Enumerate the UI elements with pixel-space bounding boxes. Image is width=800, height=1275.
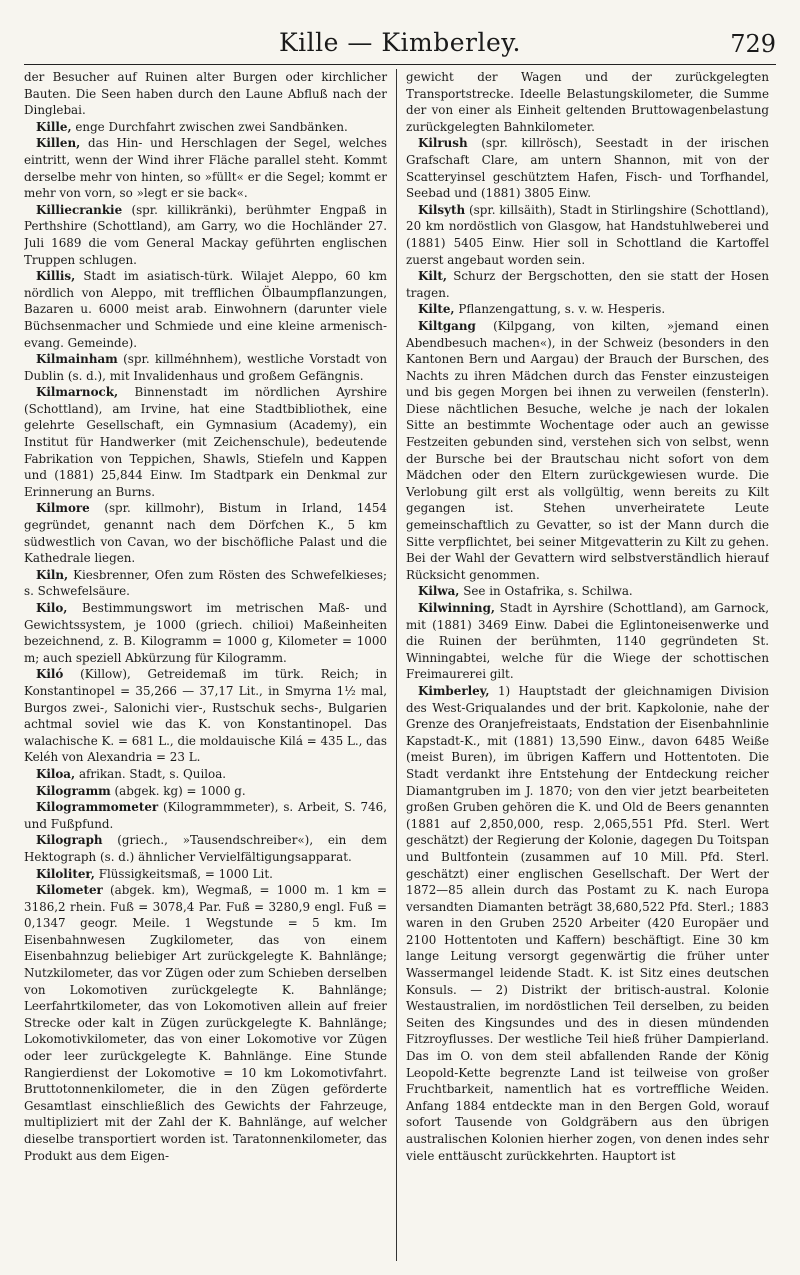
entry-headword: Killen, xyxy=(36,136,81,151)
entry-headword: Kiló xyxy=(36,667,64,682)
entry-headword: Kilwa, xyxy=(418,584,460,599)
entry-headword: Kiln, xyxy=(36,567,69,582)
entry-text: der Besucher auf Ruinen alter Burgen oder kirchlicher Bauten. Die Seen haben durch den Laune Abfluß nach der Dinglebai. xyxy=(24,70,387,118)
entry-headword: Kilt, xyxy=(418,269,448,284)
entry-text: (Kilogrammmeter), s. Arbeit, S. 746, und Fußpfund. xyxy=(24,800,388,831)
entry-text: (abgek. km), Wegmaß, = 1000 m. 1 km = 3186,2 rhein. Fuß = 3078,4 Par. Fuß = 3280,9 engl. Fuß = 0,1347 geogr. Meile. 1 Wegstunde = 5 km. Im Eisenbahnwesen Zugkilometer, das von einem Eisenbahnzug beliebiger Art zurückgelegte K. Bahnlänge; Nutzkilometer, das vor Zügen oder zum Schieben derselben von Lokomotiven zurückgelegte K. Bahnlänge; Leerfahrtkilometer, das von Lokomotiven allein auf freier Strecke oder kalt in Zügen zurückgelegte K. Bahnlänge; Lokomotivkilometer, das von einer Lokomotive vor Zügen oder leer zurückgelegte K. Bahnlänge. Eine Stunde Rangierdienst der Lokomotive = 10 km Lokomotivfahrt. Bruttotonnenkilometer, die in den Zügen geförderte Gesamtlast einschließlich des Gewichts der Fahrzeuge, multipliziert mit der Zahl der K. Bahnlänge, auf welcher dieselbe transportiert worden ist. Taratonnenkilometer, das Produkt aus dem Eigen- xyxy=(24,883,387,1163)
entry-text: (spr. killsäith), Stadt in Stirlingshire (Schottland), 20 km nordöstlich von Glasgow, hat Handstuhlweberei und (1881) 5405 Einw. Hier soll in Schottland die Kartoffel zuerst angebaut worden sein. xyxy=(406,202,769,267)
column-divider xyxy=(396,69,397,1261)
entry-headword: Kilte, xyxy=(418,302,455,317)
entry-text: (spr. killrösch), Seestadt in der irischen Grafschaft Clare, am untern Shannon, mit von der Scatteryinsel geschütztem Hafen, Fisch- und Torfhandel, Seebad und (1881) 3805 Einw. xyxy=(406,136,769,201)
entry-text: afrikan. Stadt, s. Quiloa. xyxy=(78,766,227,781)
dictionary-entry xyxy=(406,683,769,1164)
dictionary-entry xyxy=(24,135,387,201)
dictionary-entry xyxy=(24,666,387,766)
entry-text: Stadt im asiatisch-türk. Wilajet Aleppo, 60 km nördlich von Aleppo, mit trefflichen Ölbaumpflanzungen, Bazaren u. 6000 meist arab. Einwohnern (darunter viele Büchsenmacher und Schmiede und eine kleine armenisch-evang. Gemeinde). xyxy=(24,269,387,350)
entry-text: das Hin- und Herschlagen der Segel, welches eintritt, wenn der Wind ihrer Fläche parallel steht. Kommt derselbe mehr von hinten, so »füllt« er die Segel; kommt er mehr von vorn, so »legt er sie back«. xyxy=(24,136,387,201)
entry-headword: Kille, xyxy=(36,119,72,134)
dictionary-entry xyxy=(24,351,387,384)
entry-text: Binnenstadt im nördlichen Ayrshire (Schottland), am Irvine, hat eine Stadtbibliothek, eine gelehrte Gesellschaft, ein Gymnasium (Academy), ein Institut für Handwerker (mit Zeichenschule), bedeutende Fabrikation von Teppichen, Shawls, Stiefeln und Kappen und (1881) 25,844 Einw. Im Stadtpark ein Denkmal zur Erinnerung an Burns. xyxy=(24,385,387,499)
entry-headword: Kiloa, xyxy=(36,766,76,781)
entry-headword: Kilometer xyxy=(36,883,103,898)
dictionary-entry xyxy=(406,202,769,268)
entry-text: 1) Hauptstadt der gleichnamigen Division des West-Griqualandes und der brit. Kapkolonie, nahe der Grenze des Oranjefreistaats, Endstation der Eisenbahnlinie Kapstadt-K., mit (1881) 13,590 Einw., davon 6485 Weiße (meist Buren), im übrigen Kaffern und Hottentoten. Die Stadt verdankt ihre Entstehung der Entdeckung reicher Diamantgruben im J. 1870; von den vier jetzt bearbeiteten großen Gruben gehören die K. und Old de Beers genannten (1881 auf 2,850,000, resp. 2,065,551 Pfd. Sterl. Wert geschätzt) der Regierung der Kolonie, dagegen Du Toitspan und Bultfontein (zusammen auf 10 Mill. Pfd. Sterl. geschätzt) einer englischen Gesellschaft. Der Wert der 1872—85 allein durch das Postamt zu K. nach Europa versandten Diamanten beträgt 38,680,522 Pfd. Sterl.; 1883 waren in den Gruben 2520 Arbeiter (420 Europäer und 2100 Hottentoten und Kaffern) beschäftigt. Eine 30 km lange Leitung versorgt gegenwärtig die früher unter Wassermangel leidende Stadt. K. ist Sitz eines deutschen Konsuls. — 2) Distrikt der britisch-austral. Kolonie Westaustralien, im nordöstlichen Teil derselben, zu beiden Seiten des Kingsundes und des in diesen mündenden Fitzroyflusses. Der westliche Teil hieß früher Dampierland. Das im O. von dem steil abfallenden Rande der König Leopold-Kette begrenzte Land ist teilweise von großer Fruchtbarkeit, namentlich hat es vortreffliche Weiden. Anfang 1884 entdeckte man in den Bergen Gold, worauf sofort Tausende von Goldgräbern aus den übrigen australischen Kolonien hierher zogen, von denen indes sehr viele enttäuscht zurückkehrten. Hauptort ist xyxy=(406,683,769,1163)
dictionary-entry xyxy=(24,600,387,666)
entry-text: Schurz der Bergschotten, den sie statt der Hosen tragen. xyxy=(406,269,769,300)
entry-text: (spr. killméhnhem), westliche Vorstadt von Dublin (s. d.), mit Invalidenhaus und großem Gefängnis. xyxy=(24,352,388,383)
entry-text: Pflanzengattung, s. v. w. Hesperis. xyxy=(458,302,666,317)
dictionary-entry xyxy=(406,268,769,301)
right-column xyxy=(399,69,769,1261)
entry-headword: Kilmarnock, xyxy=(36,385,119,400)
entry-headword: Kilmore xyxy=(36,501,90,516)
continued-text xyxy=(406,69,769,135)
entry-headword: Kiloliter, xyxy=(36,866,95,881)
entry-headword: Kilwinning, xyxy=(418,601,496,615)
running-title: Kille — Kimberley. xyxy=(278,28,522,57)
dictionary-entry xyxy=(24,268,387,351)
dictionary-entry xyxy=(24,799,387,832)
entry-headword: Kilo, xyxy=(36,601,68,615)
entry-headword: Kimberley, xyxy=(418,683,490,698)
entry-text: Flüssigkeitsmaß, = 1000 Lit. xyxy=(98,866,273,881)
entry-text: gewicht der Wagen und der zurückgelegten Transportstrecke. Ideelle Belastungskilometer, die Summe der von einer als Einheit geltenden Bruttowagenbelastung zurückgelegten Bahnkilometer. xyxy=(406,70,769,134)
entry-headword: Kilsyth xyxy=(418,202,466,217)
text-columns xyxy=(24,69,776,1261)
dictionary-entry xyxy=(24,866,387,883)
entry-text: Stadt in Ayrshire (Schottland), am Garnock, mit (1881) 3469 Einw. Dabei die Eglintoneisenwerke und die Ruinen der berühmten, 1140 gegründeten St. Winningabtei, welche für die Wiege der schottischen Freimaurerei gilt. xyxy=(406,601,769,682)
dictionary-entry xyxy=(406,318,769,584)
dictionary-entry xyxy=(24,783,387,800)
entry-headword: Killis, xyxy=(36,269,76,284)
entry-text: (Kilpgang, von kilten, »jemand einen Abendbesuch machen«), in der Schweiz (besonders in den Kantonen Bern und Aargau) der Brauch der Burschen, des Nachts zu ihren Mädchen durch das Fenster einzusteigen und bis gegen Morgen bei ihnen zu verweilen (fensterln). Diese nächtlichen Besuche, welche je nach der lokalen Sitte an bestimmte Wochentage oder auch an gewisse Festzeiten gebunden sind, verstehen sich von selbst, wenn der Bursche bei der Brautschau nicht sofort von dem Mädchen oder den Eltern zurückgewiesen wurde. Die Verlobung gilt erst als vollgültig, wenn bereits zu Kilt gegangen ist. Stehen unverheiratete Leute gemeinschaftlich zu Gevatter, so ist der Mann durch die Sitte verpflichtet, bei seiner Mitgevatterin zu Kilt zu gehen. Bei der Wahl der Gevattern wird selbstverständlich hierauf Rücksicht genommen. xyxy=(406,318,769,582)
entry-text: enge Durchfahrt zwischen zwei Sandbänken. xyxy=(75,119,348,134)
dictionary-entry xyxy=(24,766,387,783)
entry-headword: Kilmainham xyxy=(36,352,118,367)
dictionary-entry xyxy=(24,202,387,268)
entry-headword: Kilograph xyxy=(36,833,103,848)
page-number: 729 xyxy=(730,30,776,58)
dictionary-entry xyxy=(24,882,387,1164)
entry-headword: Kilogramm xyxy=(36,783,111,798)
dictionary-entry xyxy=(24,500,387,566)
entry-text: (spr. killikränki), berühmter Engpaß in Perthshire (Schottland), am Garry, wo die Hochländer 27. Juli 1689 die vom General Mackay geführten englischen Truppen schlugen. xyxy=(24,202,387,267)
entry-headword: Killiecrankie xyxy=(36,202,123,217)
entry-text: (griech., »Tausendschreiber«), ein dem Hektograph (s. d.) ähnlicher Vervielfältigungsapparat. xyxy=(24,833,387,864)
dictionary-entry xyxy=(24,384,387,500)
entry-headword: Kilogrammometer xyxy=(36,800,159,815)
entry-text: See in Ostafrika, s. Schilwa. xyxy=(463,584,633,599)
entry-headword: Kilrush xyxy=(418,136,468,151)
entry-text: (spr. killmohr), Bistum in Irland, 1454 gegründet, genannt nach dem Dörfchen K., 5 km südwestlich von Cavan, wo der bischöfliche Palast und die Kathedrale liegen. xyxy=(24,501,387,566)
entry-text: (Killow), Getreidemaß im türk. Reich; in Konstantinopel = 35,266 — 37,17 Lit., in Smyrna 1½ mal, Burgos zwei-, Salonichi vier-, Rustschuk sechs-, Bulgarien achtmal soviel wie das K. von Konstantinopel. Das walachische K. = 681 L., die moldauische Kilá = 435 L., das Keléh von Alexandria = 23 L. xyxy=(24,667,388,765)
entry-text: Kiesbrenner, Ofen zum Rösten des Schwefelkieses; s. Schwefelsäure. xyxy=(24,567,387,599)
dictionary-entry xyxy=(24,119,387,136)
dictionary-entry xyxy=(406,135,769,201)
continued-text xyxy=(24,69,387,119)
dictionary-entry xyxy=(24,832,387,865)
page-header xyxy=(24,22,776,65)
entry-text: (abgek. kg) = 1000 g. xyxy=(114,783,246,798)
dictionary-entry xyxy=(24,567,387,600)
entry-text: Bestimmungswort im metrischen Maß- und Gewichtssystem, je 1000 (griech. chilioi) Maßeinheiten bezeichnend, z. B. Kilogramm = 1000 g, Kilometer = 1000 m; auch speziell Abkürzung für Kilogramm. xyxy=(24,601,387,665)
entry-headword: Kiltgang xyxy=(418,318,476,333)
dictionary-entry xyxy=(406,301,769,318)
dictionary-entry xyxy=(406,600,769,683)
left-column xyxy=(24,69,394,1261)
dictionary-entry xyxy=(406,583,769,600)
